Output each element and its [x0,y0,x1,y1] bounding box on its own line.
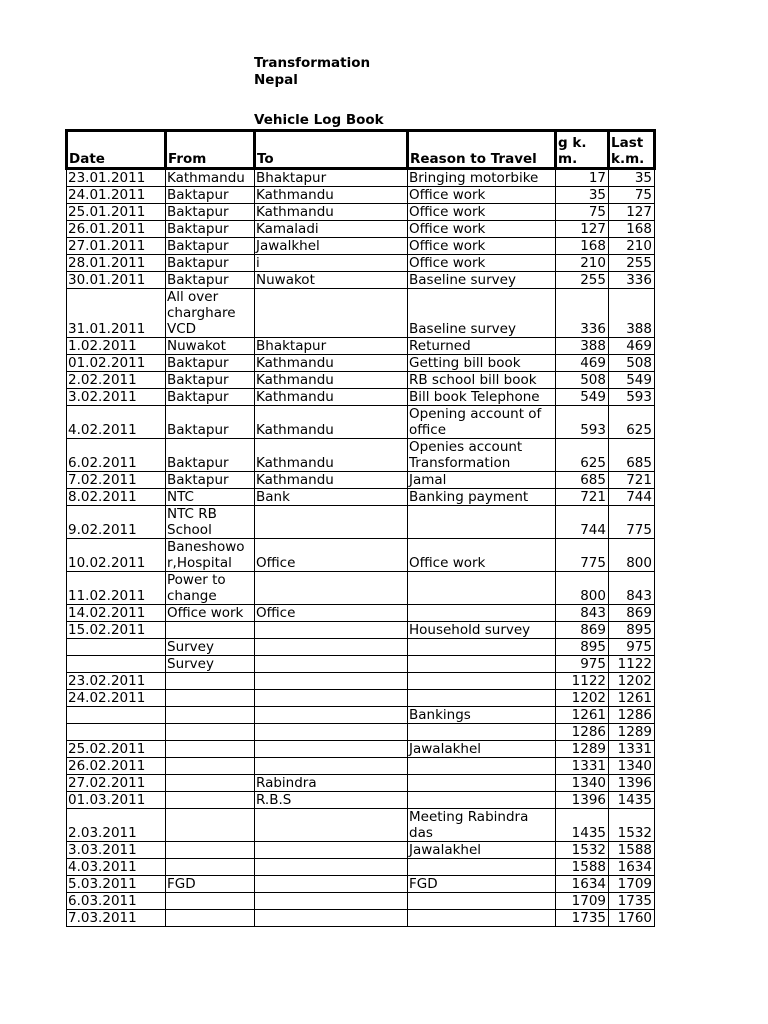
cell-from: Survey [166,639,255,656]
cell-from [166,809,255,842]
cell-reason: FGD [408,876,556,893]
cell-from [166,690,255,707]
cell-start-km: 1435 [556,809,609,842]
cell-to: Bhaktapur [255,338,408,355]
cell-date: 6.02.2011 [67,439,166,472]
cell-start-km: 35 [556,187,609,204]
table-row [67,255,655,272]
cell-from [166,724,255,741]
cell-start-km: 1261 [556,707,609,724]
cell-last-km: 255 [609,255,655,272]
cell-start-km: 210 [556,255,609,272]
cell-start-km: 508 [556,372,609,389]
cell-reason: Office work [408,187,556,204]
cell-from: Baktapur [166,204,255,221]
cell-start-km: 744 [556,506,609,539]
cell-start-km: 721 [556,489,609,506]
cell-from: Baktapur [166,372,255,389]
table-row [67,204,655,221]
cell-reason: Getting bill book [408,355,556,372]
cell-reason [408,859,556,876]
cell-start-km: 625 [556,439,609,472]
cell-date: 3.02.2011 [67,389,166,406]
cell-from [166,673,255,690]
cell-from: Baktapur [166,389,255,406]
table-row [67,690,655,707]
cell-date: 4.03.2011 [67,859,166,876]
table-row [67,539,655,572]
cell-start-km: 1286 [556,724,609,741]
cell-reason: Baseline survey [408,272,556,289]
cell-to [255,572,408,605]
cell-from: Baktapur [166,255,255,272]
cell-date: 28.01.2011 [67,255,166,272]
column-header-start-km [556,131,609,169]
cell-last-km: 1340 [609,758,655,775]
cell-last-km: 775 [609,506,655,539]
cell-to [255,639,408,656]
cell-reason: Household survey [408,622,556,639]
table-row [67,910,655,927]
cell-from: Baktapur [166,439,255,472]
column-header-from: From [166,131,255,169]
cell-last-km: 1634 [609,859,655,876]
cell-to: Office [255,539,408,572]
table-row [67,572,655,605]
table-body [67,169,655,927]
cell-last-km: 895 [609,622,655,639]
cell-last-km: 336 [609,272,655,289]
cell-date: 15.02.2011 [67,622,166,639]
cell-reason: Bankings [408,707,556,724]
cell-start-km: 1202 [556,690,609,707]
cell-to: i [255,255,408,272]
cell-start-km: 1709 [556,893,609,910]
column-header-date: Date [67,131,166,169]
cell-to [255,842,408,859]
cell-from: Office work [166,605,255,622]
cell-from: Baktapur [166,187,255,204]
cell-from: Baktapur [166,221,255,238]
cell-from: FGD [166,876,255,893]
table-row [67,355,655,372]
table-row [67,639,655,656]
cell-start-km: 1588 [556,859,609,876]
cell-start-km: 469 [556,355,609,372]
cell-last-km: 1709 [609,876,655,893]
table-row [67,876,655,893]
cell-reason [408,893,556,910]
table-row [67,506,655,539]
cell-reason: Meeting Rabindra das [408,809,556,842]
cell-date: 8.02.2011 [67,489,166,506]
table-row [67,439,655,472]
vehicle-log-table [65,129,656,927]
cell-to [255,690,408,707]
table-row [67,707,655,724]
cell-start-km: 1340 [556,775,609,792]
cell-to [255,876,408,893]
cell-date: 31.01.2011 [67,289,166,338]
cell-reason: Office work [408,238,556,255]
cell-reason [408,572,556,605]
cell-from [166,758,255,775]
table-row [67,758,655,775]
cell-to: Office [255,605,408,622]
cell-to: Kathmandu [255,406,408,439]
cell-to: Bhaktapur [255,169,408,187]
table-header [67,131,655,169]
cell-last-km: 869 [609,605,655,622]
cell-reason: Banking payment [408,489,556,506]
cell-last-km: 685 [609,439,655,472]
cell-date: 01.03.2011 [67,792,166,809]
cell-start-km: 843 [556,605,609,622]
cell-to [255,910,408,927]
cell-date: 24.01.2011 [67,187,166,204]
cell-from: NTC [166,489,255,506]
cell-reason [408,758,556,775]
cell-from: Baktapur [166,272,255,289]
cell-reason: Office work [408,204,556,221]
table-row [67,775,655,792]
cell-reason: Baseline survey [408,289,556,338]
cell-date: 4.02.2011 [67,406,166,439]
cell-start-km: 800 [556,572,609,605]
cell-date: 5.03.2011 [67,876,166,893]
cell-from: Kathmandu [166,169,255,187]
cell-date: 25.02.2011 [67,741,166,758]
cell-last-km: 843 [609,572,655,605]
cell-date [67,639,166,656]
cell-reason [408,673,556,690]
cell-last-km: 75 [609,187,655,204]
cell-last-km: 210 [609,238,655,255]
cell-to [255,758,408,775]
cell-to [255,809,408,842]
cell-to: Kathmandu [255,472,408,489]
cell-start-km: 388 [556,338,609,355]
cell-to: Kathmandu [255,439,408,472]
cell-date: 11.02.2011 [67,572,166,605]
cell-to: Kathmandu [255,187,408,204]
cell-date: 24.02.2011 [67,690,166,707]
cell-start-km: 1634 [556,876,609,893]
cell-to [255,893,408,910]
cell-last-km: 721 [609,472,655,489]
cell-date: 30.01.2011 [67,272,166,289]
cell-start-km: 75 [556,204,609,221]
cell-start-km: 895 [556,639,609,656]
cell-from [166,707,255,724]
column-header-start-km-text: g k. m. [558,135,587,167]
cell-to [255,289,408,338]
cell-last-km: 127 [609,204,655,221]
cell-reason: Jamal [408,472,556,489]
cell-start-km: 685 [556,472,609,489]
cell-to [255,724,408,741]
cell-start-km: 869 [556,622,609,639]
cell-from [166,842,255,859]
cell-date: 2.02.2011 [67,372,166,389]
cell-reason: Returned [408,338,556,355]
cell-start-km: 1289 [556,741,609,758]
cell-from: Power to change [166,572,255,605]
cell-start-km: 255 [556,272,609,289]
cell-reason [408,910,556,927]
cell-from [166,910,255,927]
cell-last-km: 168 [609,221,655,238]
cell-from: Baktapur [166,472,255,489]
cell-from: Baktapur [166,238,255,255]
cell-reason [408,605,556,622]
cell-date: 10.02.2011 [67,539,166,572]
cell-start-km: 1532 [556,842,609,859]
cell-last-km: 1202 [609,673,655,690]
cell-from [166,859,255,876]
cell-last-km: 975 [609,639,655,656]
cell-reason [408,506,556,539]
header-row [67,131,655,169]
column-header-reason: Reason to Travel [408,131,556,169]
cell-from: NTC RB School [166,506,255,539]
cell-last-km: 800 [609,539,655,572]
cell-last-km: 1331 [609,741,655,758]
cell-from [166,741,255,758]
cell-start-km: 593 [556,406,609,439]
table-row [67,724,655,741]
table-row [67,656,655,673]
table-row [67,622,655,639]
cell-from: All over charghare VCD [166,289,255,338]
cell-last-km: 1396 [609,775,655,792]
cell-last-km: 1286 [609,707,655,724]
cell-to: Rabindra [255,775,408,792]
cell-to: Kathmandu [255,355,408,372]
table-row [67,221,655,238]
cell-date: 6.03.2011 [67,893,166,910]
cell-from: Nuwakot [166,338,255,355]
cell-to: R.B.S [255,792,408,809]
cell-reason: Jawalakhel [408,741,556,758]
cell-from [166,792,255,809]
table-row [67,859,655,876]
cell-date [67,724,166,741]
cell-start-km: 975 [556,656,609,673]
cell-reason [408,656,556,673]
cell-reason: Opening account of office [408,406,556,439]
cell-from [166,775,255,792]
cell-start-km: 127 [556,221,609,238]
cell-reason: Openies account Transformation [408,439,556,472]
cell-last-km: 1435 [609,792,655,809]
cell-last-km: 625 [609,406,655,439]
cell-date: 7.03.2011 [67,910,166,927]
cell-date: 25.01.2011 [67,204,166,221]
cell-to: Kathmandu [255,204,408,221]
cell-start-km: 1331 [556,758,609,775]
table-row [67,406,655,439]
cell-to [255,656,408,673]
cell-reason: Bill book Telephone [408,389,556,406]
table-row [67,605,655,622]
cell-last-km: 1261 [609,690,655,707]
cell-start-km: 1396 [556,792,609,809]
table-row [67,187,655,204]
cell-date: 14.02.2011 [67,605,166,622]
table-row [67,389,655,406]
cell-start-km: 549 [556,389,609,406]
cell-date: 26.01.2011 [67,221,166,238]
cell-from: Baktapur [166,406,255,439]
cell-date [67,656,166,673]
column-header-last-km: Last k.m. [609,131,655,169]
cell-to [255,622,408,639]
cell-date: 01.02.2011 [67,355,166,372]
cell-from: Baktapur [166,355,255,372]
cell-reason [408,690,556,707]
table-row [67,472,655,489]
column-header-to: To [255,131,408,169]
table-row [67,289,655,338]
cell-last-km: 388 [609,289,655,338]
cell-to: Kamaladi [255,221,408,238]
table-row [67,238,655,255]
cell-from [166,893,255,910]
table-row [67,169,655,187]
cell-date: 3.03.2011 [67,842,166,859]
cell-from: Baneshowo r,Hospital [166,539,255,572]
cell-reason [408,724,556,741]
table-row [67,792,655,809]
cell-date: 7.02.2011 [67,472,166,489]
cell-start-km: 17 [556,169,609,187]
cell-last-km: 35 [609,169,655,187]
cell-date: 23.02.2011 [67,673,166,690]
cell-start-km: 1122 [556,673,609,690]
organization-name: Transformation Nepal [254,55,371,88]
table-row [67,372,655,389]
cell-reason: Office work [408,539,556,572]
document-title: Vehicle Log Book [254,112,384,128]
cell-date: 26.02.2011 [67,758,166,775]
table-row [67,338,655,355]
cell-to: Nuwakot [255,272,408,289]
cell-date [67,707,166,724]
cell-reason: Bringing motorbike [408,169,556,187]
cell-last-km: 593 [609,389,655,406]
table-row [67,673,655,690]
cell-date: 27.02.2011 [67,775,166,792]
cell-date: 27.01.2011 [67,238,166,255]
cell-last-km: 1122 [609,656,655,673]
cell-from: Survey [166,656,255,673]
cell-last-km: 1760 [609,910,655,927]
cell-to [255,741,408,758]
cell-to [255,506,408,539]
cell-date: 23.01.2011 [67,169,166,187]
cell-start-km: 1735 [556,910,609,927]
cell-to: Jawalkhel [255,238,408,255]
cell-last-km: 549 [609,372,655,389]
table-row [67,842,655,859]
cell-reason [408,775,556,792]
cell-start-km: 336 [556,289,609,338]
cell-to [255,859,408,876]
table-row [67,809,655,842]
cell-date: 2.03.2011 [67,809,166,842]
cell-start-km: 168 [556,238,609,255]
cell-reason: Office work [408,255,556,272]
cell-last-km: 508 [609,355,655,372]
table-row [67,893,655,910]
cell-last-km: 1532 [609,809,655,842]
table-row [67,489,655,506]
cell-last-km: 469 [609,338,655,355]
cell-reason: RB school bill book [408,372,556,389]
cell-reason [408,639,556,656]
cell-start-km: 775 [556,539,609,572]
cell-reason: Jawalakhel [408,842,556,859]
cell-last-km: 1588 [609,842,655,859]
cell-reason: Office work [408,221,556,238]
cell-to [255,673,408,690]
cell-last-km: 1735 [609,893,655,910]
cell-to: Kathmandu [255,372,408,389]
cell-reason [408,792,556,809]
cell-to: Kathmandu [255,389,408,406]
cell-to: Bank [255,489,408,506]
cell-date: 1.02.2011 [67,338,166,355]
table-row [67,741,655,758]
cell-last-km: 1289 [609,724,655,741]
cell-from [166,622,255,639]
cell-to [255,707,408,724]
cell-last-km: 744 [609,489,655,506]
table-row [67,272,655,289]
cell-date: 9.02.2011 [67,506,166,539]
